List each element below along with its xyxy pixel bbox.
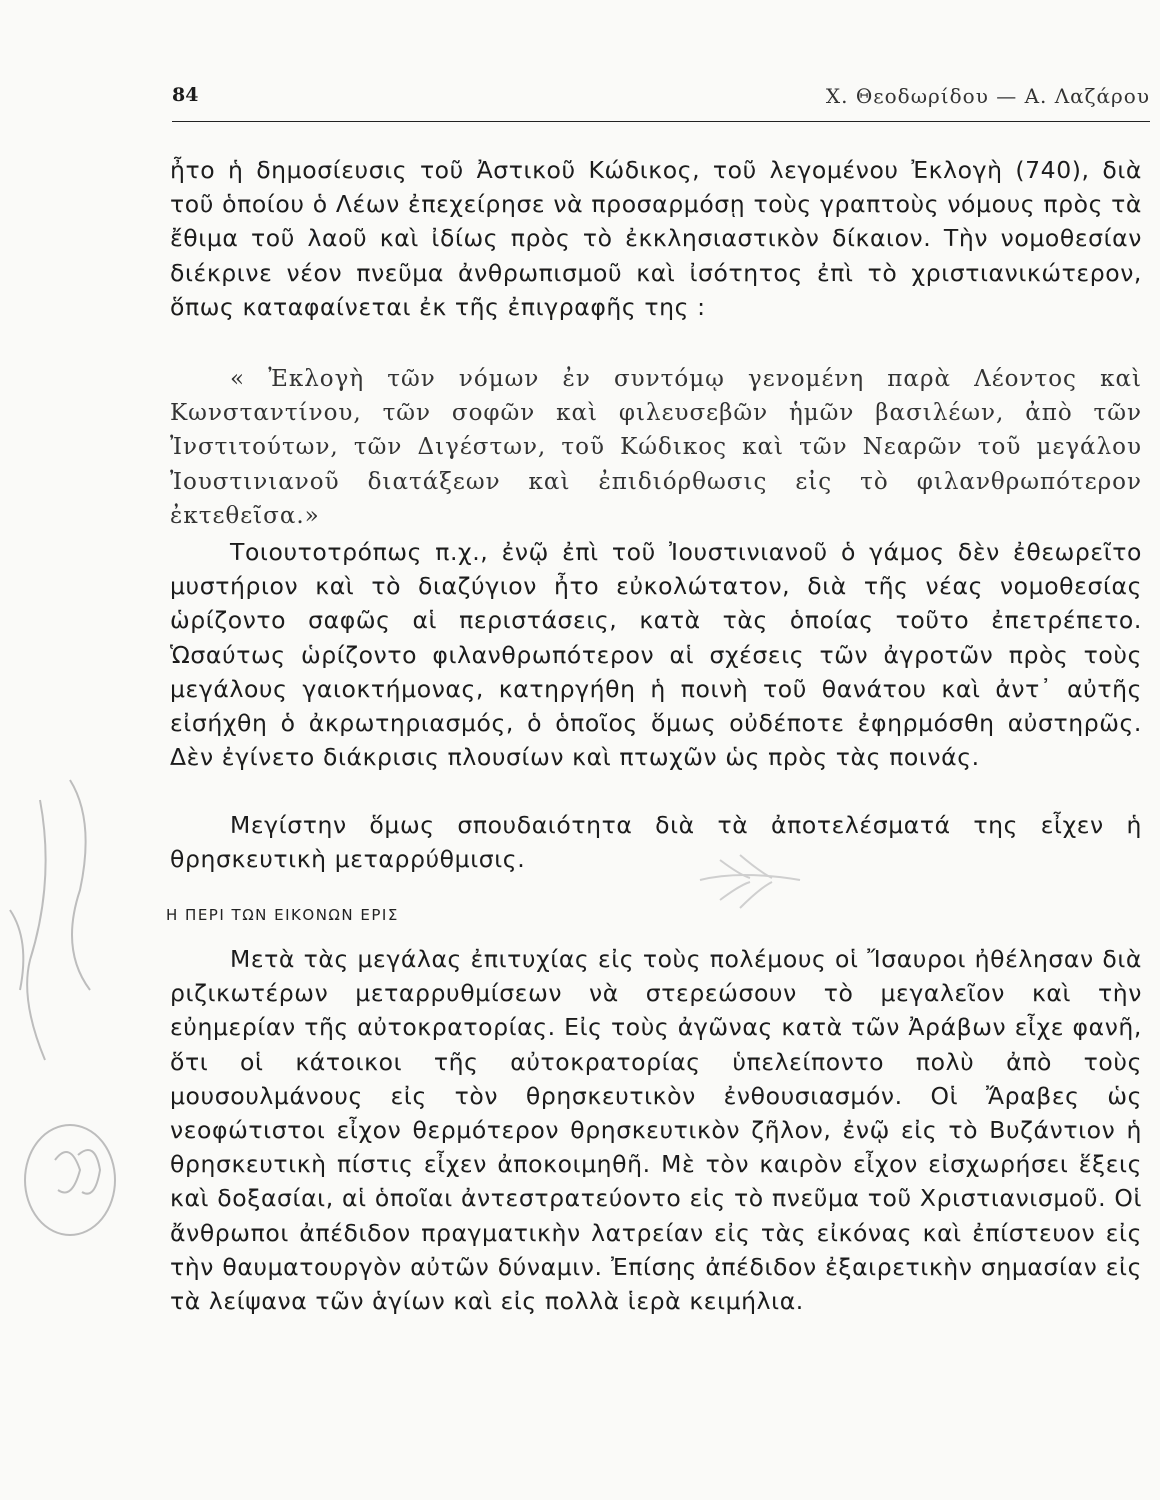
paragraph-religious-reform: Μεγίστην ὅμως σπουδαιότητα διὰ τὰ ἀποτελέσματά της εἶχεν ἡ θρησκευτικὴ μεταρρύθμισις. [170, 811, 1142, 874]
paragraph-iconoclasm: Μετὰ τὰς μεγάλας ἐπιτυχίας εἰς τοὺς πολέμους οἱ Ἴσαυροι ἠθέλησαν διὰ ριζικωτέρων μεταρρυθμίσεων νὰ στερεώσουν τὸ μεγαλεῖον καὶ τὴν εὐημερίαν τῆς αὐτοκρατορίας. Εἰς τοὺς ἀγῶνας κατὰ τῶν Ἀράβων εἶχε φανῆ, ὅτι οἱ κάτοικοι τῆς αὐτοκρατορίας ὑπελείποντο πολὺ ἀπὸ τοὺς μουσουλμάνους εἰς τὸν θρησκευτικὸν ἐνθουσιασμόν. Οἱ Ἄραβες ὡς νεοφώτιστοι εἶχον θερμότερον θρησκευτικὸν ζῆλον, ἐνῷ εἰς τὸ Βυζάντιον ἡ θρησκευτικὴ πίστις εἶχεν ἀποκοιμηθῆ. Μὲ τὸν καιρὸν εἶχον εἰσχωρήσει ἕξεις καὶ δοξασίαι, αἱ ὁποῖαι ἀντεστρατεύοντο εἰς τὸ πνεῦμα τοῦ Χριστιανισμοῦ. Οἱ ἄνθρωποι ἀπέδιδον πραγματικὴν λατρείαν εἰς τὰς εἰκόνας καὶ ἐπίστευον εἰς τὴν θαυματουργὸν αὐτῶν δύναμιν. Ἐπίσης ἀπέδιδον ἐξαιρετικὴν σημασίαν εἰς τὰ λείψανα τῶν ἁγίων καὶ εἰς πολλὰ ἱερὰ κειμήλια. [170, 945, 1142, 1316]
running-title: Χ. Θεοδωρίδου — Α. Λαζάρου [825, 84, 1150, 108]
running-head [172, 84, 1150, 114]
paragraph-reforms: Τοιουτοτρόπως π.χ., ἐνῷ ἐπὶ τοῦ Ἰουστινιανοῦ ὁ γάμος δὲν ἐθεωρεῖτο μυστήριον καὶ τὸ διαζύγιον ἦτο εὐκολώτατον, διὰ τῆς νέας νομοθεσίας ὡρίζοντο σαφῶς αἱ περιστάσεις, κατὰ τὰς ὁποίας τοῦτο ἐπετρέπετο. Ὡσαύτως ὡρίζοντο φιλανθρωπότερον αἱ σχέσεις τῶν ἀγροτῶν πρὸς τοὺς μεγάλους γαιοκτήμονας, κατηργήθη ἡ ποινὴ τοῦ θανάτου καὶ ἀντ᾿ αὐτῆς εἰσήχθη ὁ ἀκρωτηριασμός, ὁ ὁποῖος ὅμως οὐδέποτε ἐφηρμόσθη αὐστηρῶς. Δὲν ἐγίνετο διάκρισις πλουσίων καὶ πτωχῶν ὡς πρὸς τὰς ποινάς. [170, 538, 1142, 772]
quotation-eklogi-title: « Ἐκλογὴ τῶν νόμων ἐν συντόμῳ γενομένη παρὰ Λέοντος καὶ Κωνσταντίνου, τῶν σοφῶν καὶ φιλευσεβῶν ἡμῶν βασιλέων, ἀπὸ τῶν Ἰνστιτούτων, τῶν Διγέστων, τοῦ Κώδικος καὶ τῶν Νεαρῶν τοῦ μεγάλου Ἰουστινιανοῦ διατάξεων καὶ ἐπιδιόρθωσις εἰς τὸ φιλανθρωπότερον ἐκτεθεῖσα.» [170, 366, 1142, 529]
pencil-scribble-margin [0, 760, 140, 1240]
section-heading: Η ΠΕΡΙ ΤΩΝ ΕΙΚΟΝΩΝ ΕΡΙΣ [166, 906, 399, 924]
header-rule [172, 121, 1150, 122]
page-number: 84 [172, 84, 199, 106]
paragraph-eklogi: ἦτο ἡ δημοσίευσις τοῦ Ἀστικοῦ Κώδικος, τοῦ λεγομένου Ἐκλογὴ (740), διὰ τοῦ ὁποίου ὁ Λέων ἐπεχείρησε νὰ προσαρμόσῃ τοὺς γραπτοὺς νόμους πρὸς τὰ ἔθιμα τοῦ λαοῦ καὶ ἰδίως πρὸς τὸ ἐκκλησιαστικὸν δίκαιον. Τὴν νομοθεσίαν διέκρινε νέον πνεῦμα ἀνθρωπισμοῦ καὶ ἰσότητος ἐπὶ τὸ χριστιανικώτερον, ὅπως καταφαίνεται ἐκ τῆς ἐπιγραφῆς της : [170, 156, 1142, 321]
